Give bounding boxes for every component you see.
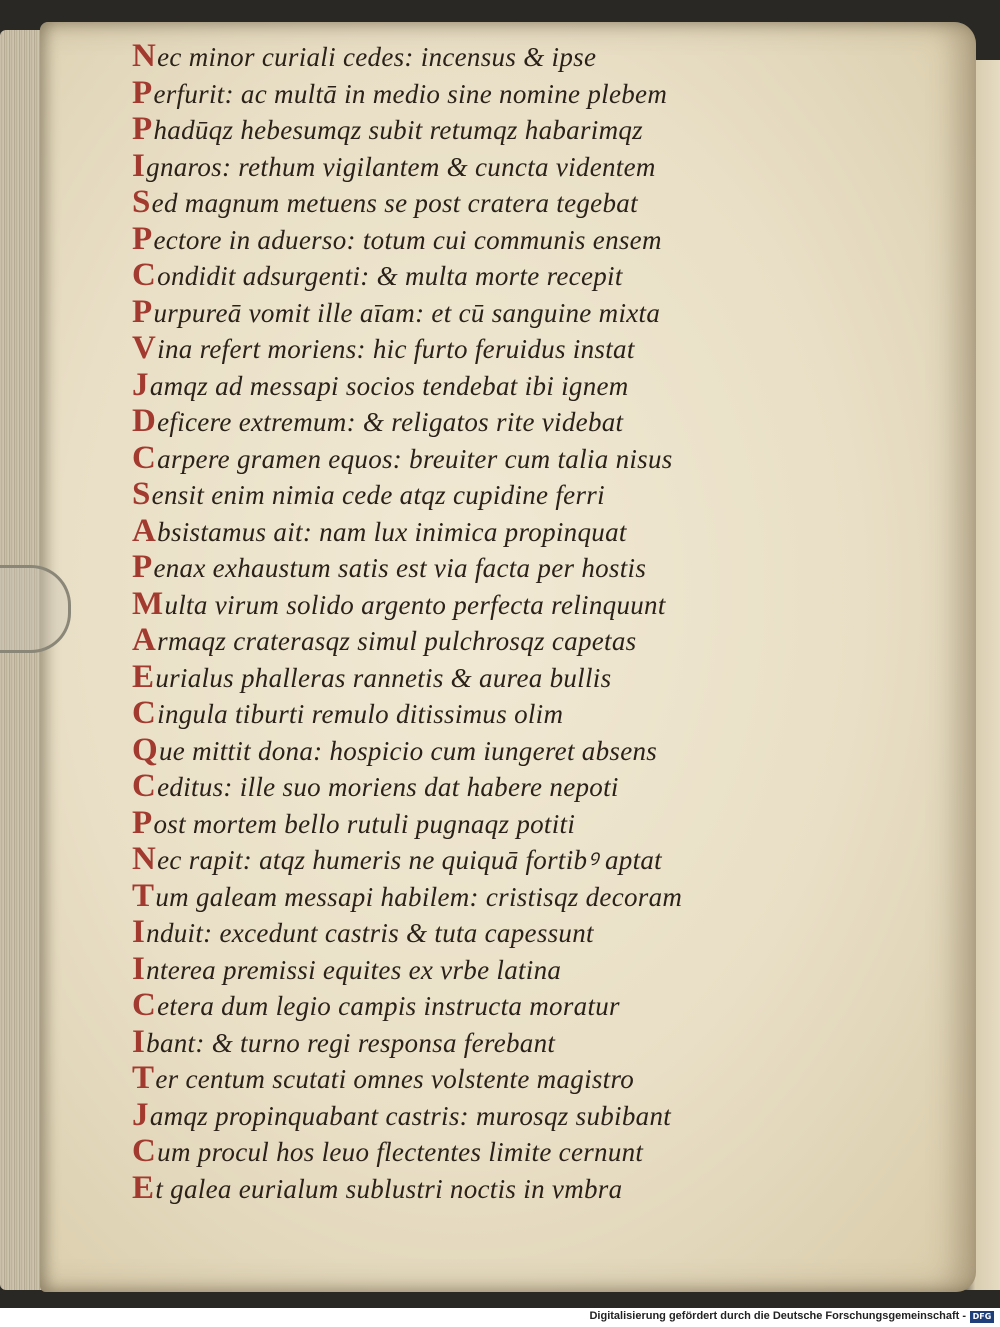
verse-text: ingula tiburti remulo ditissimus olim [157, 699, 564, 729]
rubricated-initial: C [132, 257, 157, 293]
verse-line [132, 257, 832, 294]
book-page [40, 22, 976, 1292]
verse-text: bsistamus ait: nam lux inimica propinquat [157, 516, 627, 547]
verse-text: ost mortem bello rutuli pugnaqz potiti [153, 808, 576, 839]
book-clasp [0, 565, 71, 653]
verse-text: editus: ille suo moriens dat habere nepoti [157, 772, 619, 802]
rubricated-initial: P [132, 220, 153, 257]
verse-line [132, 586, 832, 623]
verse-line [132, 1024, 832, 1061]
verse-text: ensit enim nimia cede atqz cupidine ferri [151, 480, 605, 510]
rubricated-initial: C [132, 768, 157, 804]
verse-line [132, 111, 832, 148]
rubricated-initial: N [132, 38, 157, 74]
rubricated-initial: V [132, 330, 157, 366]
verse-line [132, 148, 832, 185]
verse-line [132, 294, 832, 331]
verse-text: etera dum legio campis instructa moratur [157, 991, 620, 1021]
verse-text: er centum scutati omnes volstente magistro [155, 1064, 635, 1094]
rubricated-initial: I [132, 950, 146, 987]
verse-line [132, 914, 832, 951]
verse-line [132, 549, 832, 586]
rubricated-initial: C [132, 987, 157, 1023]
rubricated-initial: C [132, 695, 157, 731]
verse-text: urialus phalleras rannetis & aurea bullis [155, 662, 612, 693]
dfg-logo-icon: DFG [970, 1311, 994, 1323]
verse-line [132, 878, 832, 915]
verse-text: ec minor curiali cedes: incensus & ipse [157, 42, 597, 72]
rubricated-initial: T [132, 877, 155, 914]
rubricated-initial: Q [132, 731, 158, 768]
rubricated-initial: D [132, 403, 157, 439]
rubricated-initial: J [132, 1096, 149, 1133]
verse-text: ec rapit: atqz humeris ne quiquā fortibꝰ aptat [157, 845, 662, 875]
verse-text: t galea eurialum sublustri noctis in vmbra [155, 1173, 623, 1204]
verse-text: gnaros: rethum vigilantem & cuncta videntem [146, 151, 656, 182]
verse-text: ue mittit dona: hospicio cum iungeret absens [158, 735, 658, 766]
verse-line [132, 440, 832, 477]
verse-line [132, 75, 832, 112]
rubricated-initial: T [132, 1060, 155, 1096]
funding-credit: Digitalisierung gefördert durch die Deutsche Forschungsgemeinschaft - [589, 1310, 966, 1322]
verse-line [132, 622, 832, 659]
rubricated-initial: S [132, 184, 151, 220]
verse-line [132, 732, 832, 769]
verse-line [132, 1133, 832, 1170]
rubricated-initial: C [132, 1133, 157, 1169]
verse-line [132, 659, 832, 696]
verse-line [132, 695, 832, 732]
rubricated-initial: P [132, 549, 153, 585]
rubricated-initial: C [132, 439, 157, 476]
verse-text: nduit: excedunt castris & tuta capessunt [146, 918, 594, 948]
verse-line [132, 330, 832, 367]
verse-text: rmaqz craterasqz simul pulchrosqz capetas [157, 626, 637, 656]
footer-bar [0, 1308, 1000, 1327]
verse-text: um procul hos leuo flectentes limite cernunt [157, 1137, 644, 1167]
verse-text: hadūqz hebesumqz subit retumqz habarimqz [153, 115, 643, 145]
verse-text: bant: & turno regi responsa ferebant [146, 1027, 556, 1058]
verse-text: enax exhaustum satis est via facta per hostis [153, 553, 647, 583]
rubricated-initial: I [132, 1023, 146, 1060]
verse-text: ondidit adsurgenti: & multa morte recepit [157, 261, 623, 291]
rubricated-initial: J [132, 366, 149, 403]
rubricated-initial: P [132, 804, 153, 841]
verse-line [132, 805, 832, 842]
rubricated-initial: P [132, 74, 153, 111]
rubricated-initial: M [132, 585, 164, 622]
rubricated-initial: E [132, 658, 155, 695]
verse-line [132, 1060, 832, 1097]
verse-text: urpureā vomit ille aīam: et cū sanguine mixta [153, 297, 661, 328]
verse-text: amqz propinquabant castris: murosqz subibant [149, 1100, 672, 1131]
rubricated-initial: A [132, 512, 157, 549]
verse-text: ulta virum solido argento perfecta relinquunt [164, 589, 666, 620]
rubricated-initial: P [132, 293, 153, 330]
verse-line [132, 367, 832, 404]
verse-line [132, 768, 832, 805]
verse-line [132, 403, 832, 440]
verse-text: nterea premissi equites ex vrbe latina [146, 954, 562, 985]
verse-line [132, 38, 832, 75]
verse-line [132, 1097, 832, 1134]
verse-text-block [132, 38, 832, 1206]
verse-text: ina refert moriens: hic furto feruidus instat [157, 334, 635, 364]
verse-text: um galeam messapi habilem: cristisqz decoram [155, 881, 683, 912]
verse-line [132, 841, 832, 878]
verse-text: eficere extremum: & religatos rite videbat [157, 407, 624, 437]
verse-line [132, 476, 832, 513]
rubricated-initial: I [132, 147, 146, 184]
verse-text: amqz ad messapi socios tendebat ibi ignem [149, 370, 629, 401]
verse-text: ectore in aduerso: totum cui communis ensem [153, 224, 662, 255]
rubricated-initial: E [132, 1169, 155, 1206]
verse-text: erfurit: ac multā in medio sine nomine plebem [153, 78, 668, 109]
verse-text: ed magnum metuens se post cratera tegebat [151, 188, 638, 218]
rubricated-initial: I [132, 914, 146, 950]
verse-line [132, 184, 832, 221]
rubricated-initial: P [132, 111, 153, 147]
rubricated-initial: S [132, 476, 151, 512]
verse-line [132, 1170, 832, 1207]
rubricated-initial: N [132, 841, 157, 877]
rubricated-initial: A [132, 622, 157, 658]
verse-line [132, 951, 832, 988]
verse-text: arpere gramen equos: breuiter cum talia nisus [157, 443, 673, 474]
verse-line [132, 987, 832, 1024]
verse-line [132, 513, 832, 550]
verse-line [132, 221, 832, 258]
